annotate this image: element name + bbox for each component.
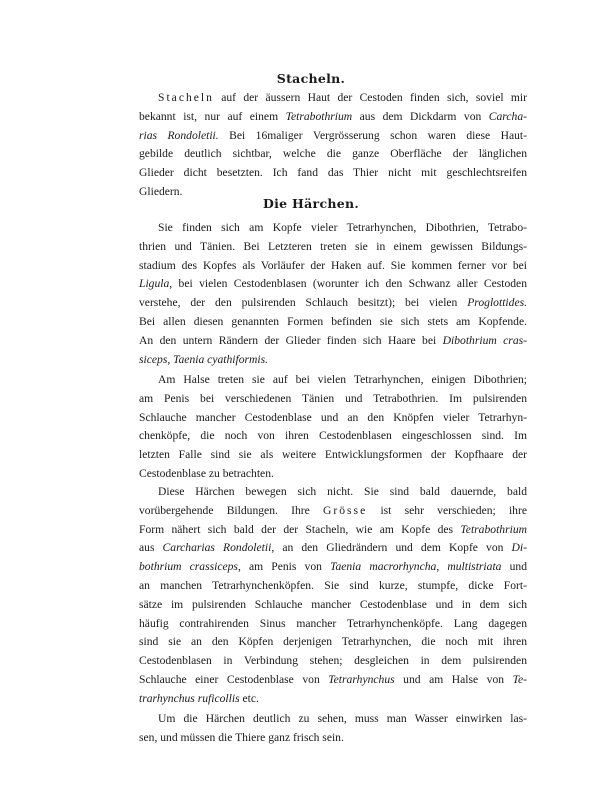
italic-term: Carcharias Rondoletii xyxy=(162,541,272,555)
italic-term: Te- xyxy=(512,673,527,686)
text-line xyxy=(158,485,527,499)
text-line xyxy=(139,334,527,348)
text-line xyxy=(139,617,527,631)
text-line xyxy=(139,731,527,745)
text-segment: etc. xyxy=(239,691,259,705)
text-line xyxy=(158,712,527,726)
line-content xyxy=(158,373,527,386)
italic-term: Taenia macrorhyncha xyxy=(330,560,437,574)
italic-term: Di- xyxy=(511,541,527,555)
text-line xyxy=(139,129,527,143)
text-line xyxy=(139,467,527,481)
text-line xyxy=(158,221,527,235)
text-line xyxy=(158,373,527,387)
line-content xyxy=(139,147,527,160)
italic-term: siceps, Taenia cyathiformis. xyxy=(139,352,269,366)
line-content xyxy=(139,560,527,573)
text-segment: aus xyxy=(139,541,163,555)
text-line xyxy=(139,353,527,367)
text-line xyxy=(139,541,527,555)
italic-term: Proglottides. xyxy=(467,296,527,310)
text-segment: Grösse xyxy=(323,503,368,517)
text-segment: bekannt ist, nur auf einem xyxy=(139,109,286,123)
text-line xyxy=(158,91,527,105)
line-content xyxy=(139,392,527,405)
text-line xyxy=(139,392,527,406)
line-content xyxy=(139,129,527,142)
text-line xyxy=(139,411,527,425)
text-segment: Um die Härchen deutlich zu sehen, muss man Wasser einwirken las- xyxy=(158,712,527,725)
text-segment: thrien und Tänien. Bei Letzteren treten sie in einem gewissen Bildungs- xyxy=(139,239,527,253)
italic-term: Dibothrium cras- xyxy=(442,333,527,347)
text-segment: aus dem Dickdarm von xyxy=(352,109,489,123)
text-segment: am Penis bei verschiedenen Tänien und Tetrabothrien. Im pulsirenden xyxy=(139,391,527,405)
text-line xyxy=(139,523,527,537)
text-segment: Stacheln xyxy=(158,91,214,104)
line-content xyxy=(139,277,527,290)
text-segment: stadium des Kopfes als Vorläufer der Haken auf. Sie kommen ferner vor bei xyxy=(139,258,527,272)
line-content xyxy=(139,654,527,667)
italic-term: Ligula xyxy=(139,277,170,291)
text-segment: Sie finden sich am Kopfe vieler Tetrarhynchen, Dibothrien, Tetrabo- xyxy=(158,221,527,234)
text-segment: gebilde deutlich sichtbar, welche die ganze Oberfläche der länglichen xyxy=(139,147,527,161)
line-content xyxy=(158,485,527,498)
line-content xyxy=(139,411,527,424)
line-content xyxy=(139,166,527,179)
text-line xyxy=(139,673,527,687)
text-line xyxy=(139,166,527,180)
line-content xyxy=(139,448,527,461)
line-content xyxy=(139,429,527,442)
text-segment: verstehe, der den pulsirenden Schlauch besitzt); bei vielen xyxy=(139,296,468,310)
line-content xyxy=(139,635,527,648)
line-content xyxy=(139,315,527,328)
text-line xyxy=(139,504,527,518)
text-line xyxy=(139,598,527,612)
italic-term: rias Rondoletii. xyxy=(139,128,219,142)
text-line xyxy=(139,560,527,574)
text-segment: An den untern Rändern der Glieder finden sich Haare bei xyxy=(139,333,443,347)
text-segment: Form nähert sich bald der der Stacheln, wie am Kopfe des xyxy=(139,522,461,536)
line-content xyxy=(139,259,527,272)
text-line xyxy=(139,185,527,199)
text-segment: und xyxy=(501,560,527,574)
text-line xyxy=(139,240,527,254)
text-segment: sind sie an den Köpfen derjenigen Tetrarhynchen, die noch mit ihren xyxy=(139,635,527,649)
line-content xyxy=(158,221,527,234)
line-content xyxy=(139,110,527,123)
line-content xyxy=(139,240,527,253)
italic-term: multistriata xyxy=(447,560,502,574)
text-segment: und am Halse von xyxy=(394,673,513,686)
italic-term: bothrium crassiceps xyxy=(139,560,238,574)
text-line xyxy=(139,110,527,124)
text-segment: , bei vielen Cestodenblasen (worunter ich den Schwanz aller Cestoden xyxy=(169,277,527,291)
section-heading-stacheln: Stacheln. xyxy=(276,71,346,86)
italic-term: trarhynchus ruficollis xyxy=(139,691,240,705)
line-content xyxy=(139,541,527,554)
line-content xyxy=(139,296,527,309)
italic-term: Tetrarhynchus xyxy=(328,673,395,686)
line-content xyxy=(139,185,182,198)
text-line xyxy=(139,692,527,706)
text-line xyxy=(139,635,527,649)
line-content xyxy=(139,692,259,705)
text-segment: Bei allen diesen genannten Formen befinden sie sich stets am Kopfende. xyxy=(139,315,527,328)
text-segment: letzten Falle sind sie als weitere Entwicklungsformen der Kopfhaare der xyxy=(139,448,527,462)
line-content xyxy=(139,523,527,536)
section-heading-haerchen: Die Härchen. xyxy=(262,196,360,211)
line-content xyxy=(139,579,527,592)
line-content xyxy=(139,731,344,744)
text-segment: Cestodenblase zu betrachten. xyxy=(139,467,274,480)
italic-term: Tetrabothrium xyxy=(460,522,527,536)
line-content xyxy=(139,353,268,366)
text-segment: Glieder dicht besetzten. Ich fand das Thier nicht mit geschlechtsreifen xyxy=(139,166,527,180)
line-content xyxy=(139,673,527,686)
text-line xyxy=(139,147,527,161)
line-content xyxy=(158,712,527,725)
text-line xyxy=(139,579,527,593)
line-content xyxy=(139,598,527,611)
text-segment: Am Halse treten sie auf bei vielen Tetrarhynchen, einigen Dibothrien; xyxy=(158,373,527,386)
line-content xyxy=(139,617,527,630)
line-content xyxy=(139,504,527,517)
text-line xyxy=(139,315,527,329)
text-line xyxy=(139,296,527,310)
text-segment: ist sehr verschieden; ihre xyxy=(367,503,527,517)
text-line xyxy=(139,448,527,462)
text-segment: Bei 16maliger Vergrösserung schon waren diese Haut- xyxy=(218,128,527,142)
text-segment: Diese Härchen bewegen sich nicht. Sie sind bald dauernde, bald xyxy=(158,485,527,498)
text-segment: vorübergehende Bildungen. Ihre xyxy=(139,503,324,517)
text-segment: , am Penis von xyxy=(237,560,331,574)
text-segment: sen, und müssen die Thiere ganz frisch sein. xyxy=(139,730,344,744)
italic-term: Tetrabothrium xyxy=(285,109,353,123)
text-segment: Gliedern. xyxy=(139,185,183,198)
text-segment: auf der äussern Haut der Cestoden finden sich, soviel mir xyxy=(213,91,527,104)
text-segment: Schlauche mancher Cestodenblase und an den Knöpfen vieler Tetrarhyn- xyxy=(139,410,527,424)
line-content xyxy=(158,91,527,104)
text-segment: , xyxy=(436,560,448,574)
text-line xyxy=(139,277,527,291)
text-segment: an manchen Tetrarhynchenköpfen. Sie sind kurze, stumpfe, dicke Fort- xyxy=(139,579,527,592)
text-segment: chenköpfe, die noch von ihren Cestodenblasen eingeschlossen sind. Im xyxy=(139,429,527,443)
line-content xyxy=(139,467,274,480)
line-content xyxy=(139,334,527,347)
italic-term: Carcha- xyxy=(488,109,527,123)
text-line xyxy=(139,654,527,668)
text-line xyxy=(139,259,527,273)
text-line xyxy=(139,429,527,443)
text-segment: häufig contrahirenden Sinus mancher Tetrarhynchenköpfe. Lang dagegen xyxy=(139,616,527,630)
text-segment: Schlauche einer Cestodenblase von xyxy=(139,673,329,686)
text-segment: Cestodenblasen in Verbindung stehen; desgleichen in dem pulsirenden xyxy=(139,654,527,668)
text-segment: , an den Gliedrändern und dem Kopfe von xyxy=(271,541,512,555)
text-segment: sätze im pulsirenden Schlauche mancher Cestodenblase und in dem sich xyxy=(139,597,527,611)
